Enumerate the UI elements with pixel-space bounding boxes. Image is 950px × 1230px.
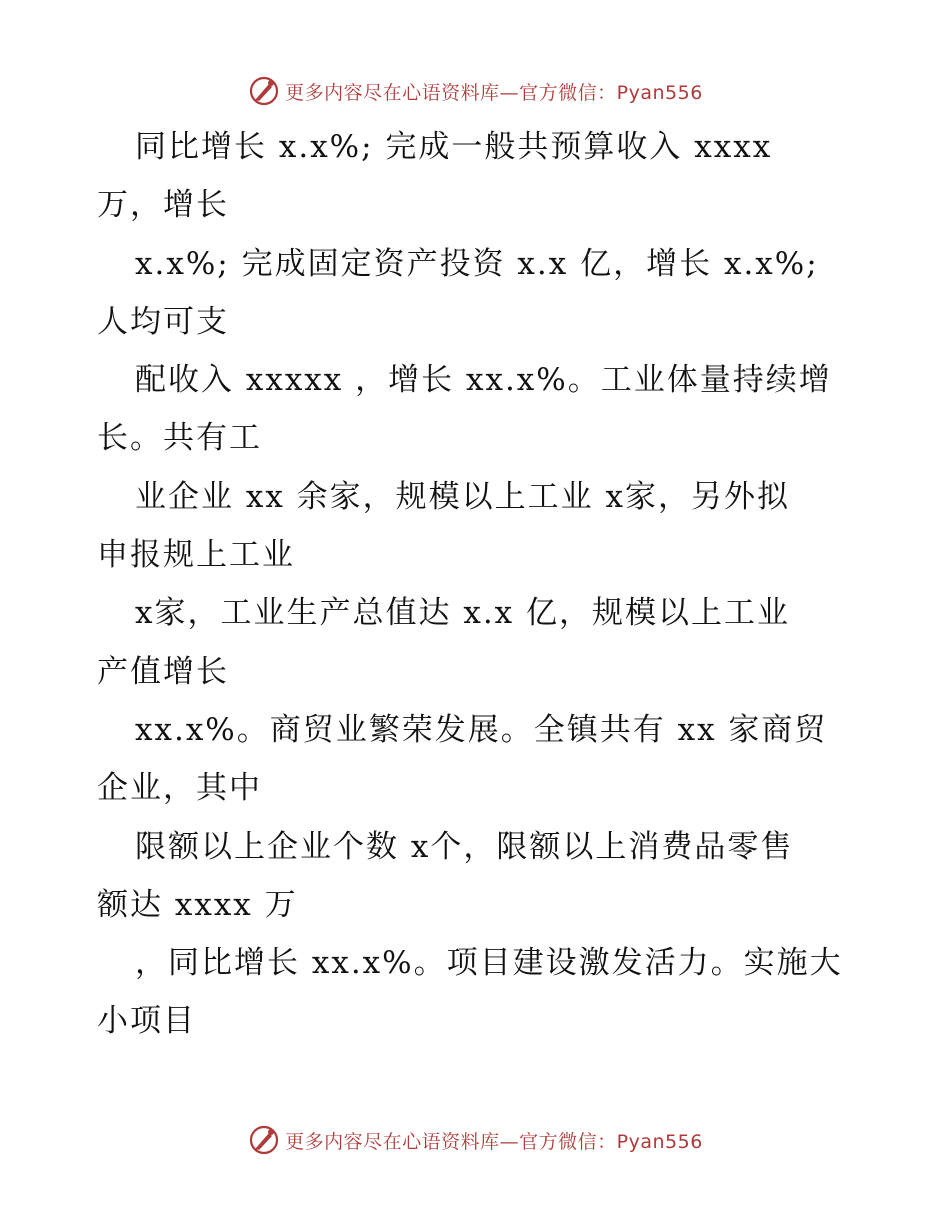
watermark-text: 更多内容尽在心语资料库—官方微信：Pyan556 xyxy=(285,81,703,104)
header-watermark xyxy=(0,71,950,111)
body-line: 业企业 xx 余家，规模以上工业 x家，另外拟 xyxy=(135,478,791,515)
quill-pen-logo-icon xyxy=(247,74,281,108)
quill-pen-logo-icon xyxy=(247,1123,281,1157)
body-line: 人均可支 xyxy=(97,303,229,340)
watermark-wechat-id: Pyan556 xyxy=(616,1130,703,1153)
body-line: 额达 xxxx 万 xyxy=(97,886,298,923)
body-line: x家，工业生产总值达 x.x 亿，规模以上工业 xyxy=(135,595,791,632)
body-line: 小项目 xyxy=(97,1003,196,1040)
body-line: 产值增长 xyxy=(97,653,229,690)
body-line: 万，增长 xyxy=(97,187,229,224)
watermark-text: 更多内容尽在心语资料库—官方微信：Pyan556 xyxy=(285,1130,703,1153)
body-line: 企业，其中 xyxy=(97,770,262,807)
body-line: 申报规上工业 xyxy=(97,537,295,574)
body-line: 同比增长 x.x%; 完成一般共预算收入 xxxx xyxy=(135,129,773,165)
body-line: ，同比增长 xx.x%。项目建设激发活力。实施大 xyxy=(135,945,843,982)
watermark-wechat-id: Pyan556 xyxy=(616,81,703,104)
document-body xyxy=(97,118,857,1051)
body-line: 限额以上企业个数 x个，限额以上消费品零售 xyxy=(135,828,794,865)
body-line: 配收入 xxxxx ，增长 xx.x%。工业体量持续增 xyxy=(135,362,832,399)
footer-watermark xyxy=(0,1120,950,1160)
body-line: x.x%; 完成固定资产投资 x.x 亿，增长 x.x%; xyxy=(135,245,819,282)
body-line: 长。共有工 xyxy=(97,420,262,457)
body-line: xx.x%。商贸业繁荣发展。全镇共有 xx 家商贸 xyxy=(135,711,828,748)
